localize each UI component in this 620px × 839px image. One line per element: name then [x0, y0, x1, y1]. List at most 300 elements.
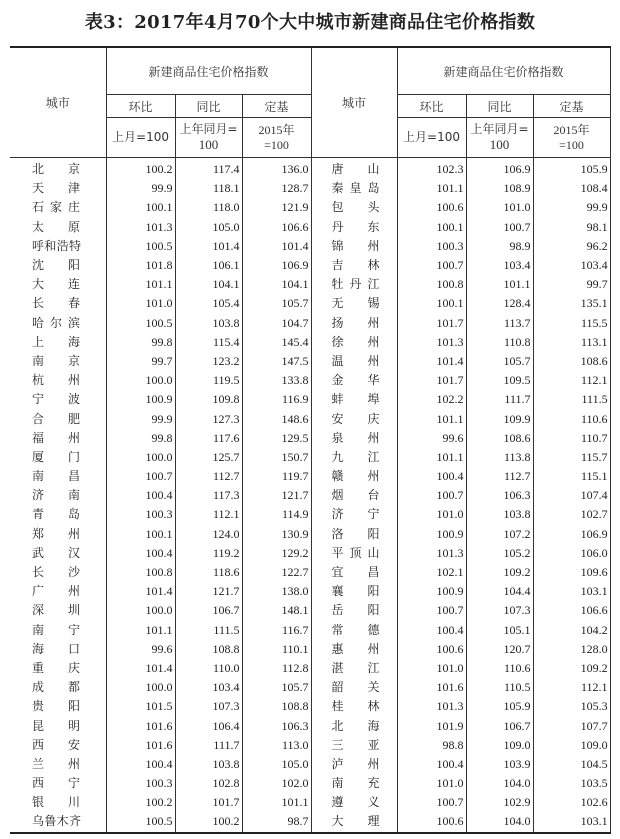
city-name: 南宁	[32, 622, 80, 637]
table-row	[10, 158, 610, 180]
table-row	[10, 601, 610, 620]
table-row	[10, 736, 610, 755]
right-city-cell	[311, 755, 397, 774]
right-base-value: 103.4	[533, 256, 610, 275]
right-city-cell	[311, 486, 397, 505]
city-name: 宜昌	[331, 565, 380, 580]
right-yoy-value: 128.4	[466, 294, 533, 313]
city-name: 平顶山	[331, 545, 380, 560]
mom-unit	[106, 118, 175, 158]
left-mom-value: 100.2	[106, 158, 175, 180]
left-city-cell	[10, 179, 106, 198]
left-mom-value: 100.3	[106, 505, 175, 524]
left-yoy-value: 107.3	[175, 697, 242, 716]
left-yoy-value: 125.7	[175, 448, 242, 467]
right-yoy-value: 109.9	[466, 409, 533, 428]
table-row	[10, 774, 610, 793]
city-name: 银川	[32, 795, 80, 810]
left-mom-value: 99.9	[106, 179, 175, 198]
table-row	[10, 352, 610, 371]
left-base-value: 108.8	[242, 697, 311, 716]
yoy-unit-line1-2: 上年同月=	[470, 122, 529, 136]
right-city-cell	[311, 505, 397, 524]
left-mom-value: 99.6	[106, 640, 175, 659]
left-base-value: 121.9	[242, 198, 311, 217]
right-city-cell	[311, 314, 397, 333]
left-city-cell	[10, 429, 106, 448]
index-group-header-2: 新建商品住宅价格指数	[397, 47, 610, 95]
right-base-value: 103.1	[533, 582, 610, 601]
right-yoy-value: 106.3	[466, 486, 533, 505]
left-mom-value: 100.1	[106, 198, 175, 217]
city-name: 吉林	[331, 258, 380, 273]
right-city-cell	[311, 218, 397, 237]
right-mom-value: 100.9	[397, 582, 466, 601]
left-city-cell	[10, 621, 106, 640]
right-mom-value: 101.3	[397, 544, 466, 563]
left-base-value: 98.7	[242, 812, 311, 832]
city-name: 烟台	[331, 488, 380, 503]
right-base-value: 112.1	[533, 371, 610, 390]
city-name: 天津	[32, 181, 80, 196]
right-mom-value: 100.6	[397, 812, 466, 832]
left-yoy-value: 117.3	[175, 486, 242, 505]
right-city-cell	[311, 544, 397, 563]
right-city-cell	[311, 256, 397, 275]
city-name: 桂林	[331, 699, 380, 714]
city-name: 深圳	[32, 603, 80, 618]
right-yoy-value: 98.9	[466, 237, 533, 256]
city-name: 济宁	[331, 507, 380, 522]
left-city-cell	[10, 371, 106, 390]
base-unit-2	[533, 118, 610, 158]
right-base-value: 111.5	[533, 390, 610, 409]
city-name: 杭州	[32, 373, 80, 388]
left-yoy-value: 103.8	[175, 314, 242, 333]
city-name: 呼和浩特	[32, 238, 80, 253]
left-base-value: 150.7	[242, 448, 311, 467]
right-yoy-value: 104.0	[466, 812, 533, 832]
left-base-value: 101.1	[242, 793, 311, 812]
left-yoy-value: 124.0	[175, 525, 242, 544]
right-base-value: 102.6	[533, 793, 610, 812]
left-base-value: 110.1	[242, 640, 311, 659]
right-mom-value: 102.3	[397, 158, 466, 180]
right-base-value: 109.0	[533, 736, 610, 755]
left-base-value: 133.8	[242, 371, 311, 390]
right-mom-value: 102.2	[397, 390, 466, 409]
right-base-value: 115.5	[533, 314, 610, 333]
city-name: 郑州	[32, 526, 80, 541]
left-base-value: 148.6	[242, 409, 311, 428]
city-name: 唐山	[331, 162, 380, 177]
city-name: 赣州	[331, 469, 380, 484]
right-city-cell	[311, 793, 397, 812]
left-yoy-value: 118.1	[175, 179, 242, 198]
right-mom-value: 100.7	[397, 486, 466, 505]
right-mom-value: 101.0	[397, 505, 466, 524]
city-name: 贵阳	[32, 699, 80, 714]
table-row	[10, 659, 610, 678]
left-base-value: 101.4	[242, 237, 311, 256]
left-base-value: 105.7	[242, 678, 311, 697]
left-city-cell	[10, 774, 106, 793]
right-mom-value: 99.6	[397, 429, 466, 448]
left-mom-value: 99.8	[106, 333, 175, 352]
right-mom-value: 100.7	[397, 256, 466, 275]
right-base-value: 96.2	[533, 237, 610, 256]
right-base-value: 110.7	[533, 429, 610, 448]
yoy-unit-line2-2: 100	[489, 137, 510, 152]
left-base-value: 104.7	[242, 314, 311, 333]
left-yoy-value: 119.5	[175, 371, 242, 390]
right-yoy-value: 111.7	[466, 390, 533, 409]
right-mom-value: 100.7	[397, 601, 466, 620]
right-mom-value: 100.1	[397, 294, 466, 313]
left-city-cell	[10, 659, 106, 678]
left-yoy-value: 115.4	[175, 333, 242, 352]
right-base-value: 109.2	[533, 659, 610, 678]
left-yoy-value: 103.8	[175, 755, 242, 774]
table-title: 表3：2017年4月70个大中城市新建商品住宅价格指数	[84, 12, 536, 33]
left-mom-value: 100.0	[106, 678, 175, 697]
right-base-value: 112.1	[533, 678, 610, 697]
right-mom-value: 100.7	[397, 793, 466, 812]
city-name: 宁波	[32, 392, 80, 407]
right-city-cell	[311, 812, 397, 832]
left-mom-value: 100.5	[106, 812, 175, 832]
left-city-cell	[10, 467, 106, 486]
left-yoy-value: 101.7	[175, 793, 242, 812]
right-city-cell	[311, 198, 397, 217]
right-city-cell	[311, 774, 397, 793]
right-yoy-value: 120.7	[466, 640, 533, 659]
yoy-unit-line2: 100	[198, 137, 219, 152]
left-yoy-value: 109.8	[175, 390, 242, 409]
table-row	[10, 409, 610, 428]
table-row	[10, 333, 610, 352]
left-yoy-value: 101.4	[175, 237, 242, 256]
left-mom-value: 100.4	[106, 486, 175, 505]
right-base-value: 135.1	[533, 294, 610, 313]
left-base-value: 112.8	[242, 659, 311, 678]
right-base-value: 103.5	[533, 774, 610, 793]
right-mom-value: 101.3	[397, 697, 466, 716]
right-yoy-value: 103.9	[466, 755, 533, 774]
left-city-cell	[10, 793, 106, 812]
right-base-value: 115.1	[533, 467, 610, 486]
right-mom-value: 101.6	[397, 678, 466, 697]
left-mom-value: 101.3	[106, 218, 175, 237]
left-city-cell	[10, 525, 106, 544]
table-row	[10, 179, 610, 198]
left-base-value: 136.0	[242, 158, 311, 180]
city-header-2: 城市	[311, 47, 397, 158]
left-mom-value: 100.5	[106, 314, 175, 333]
left-mom-value: 100.0	[106, 371, 175, 390]
city-name: 岳阳	[331, 603, 380, 618]
right-yoy-value: 101.0	[466, 198, 533, 217]
left-mom-value: 100.4	[106, 755, 175, 774]
right-base-value: 103.1	[533, 812, 610, 832]
right-mom-value: 101.1	[397, 409, 466, 428]
right-city-cell	[311, 736, 397, 755]
right-base-value: 106.6	[533, 601, 610, 620]
left-mom-value: 100.2	[106, 793, 175, 812]
left-mom-value: 100.8	[106, 563, 175, 582]
left-city-cell	[10, 352, 106, 371]
right-mom-value: 101.1	[397, 179, 466, 198]
right-mom-value: 101.4	[397, 352, 466, 371]
right-city-cell	[311, 582, 397, 601]
right-city-cell	[311, 716, 397, 735]
left-base-value: 147.5	[242, 352, 311, 371]
city-name: 厦门	[32, 449, 80, 464]
base-unit	[242, 118, 311, 158]
left-base-value: 129.5	[242, 429, 311, 448]
yoy-unit	[175, 118, 242, 158]
right-mom-value: 98.8	[397, 736, 466, 755]
base-unit-line2-2: =100	[559, 137, 584, 152]
right-city-cell	[311, 525, 397, 544]
right-base-value: 128.0	[533, 640, 610, 659]
left-mom-value: 100.0	[106, 448, 175, 467]
city-name: 大连	[32, 277, 80, 292]
base-unit-line2: =100	[264, 137, 289, 152]
city-name: 合肥	[32, 411, 80, 426]
city-name: 安庆	[331, 411, 380, 426]
left-yoy-value: 119.2	[175, 544, 242, 563]
table-row	[10, 294, 610, 313]
base-unit-line1: 2015年	[258, 122, 295, 137]
left-mom-value: 101.0	[106, 294, 175, 313]
city-name: 沈阳	[32, 258, 80, 273]
left-mom-value: 101.1	[106, 621, 175, 640]
city-name: 兰州	[32, 756, 80, 771]
right-yoy-value: 109.5	[466, 371, 533, 390]
city-name: 南充	[331, 776, 380, 791]
right-mom-value: 100.1	[397, 218, 466, 237]
table-row	[10, 256, 610, 275]
yoy-unit-2	[466, 118, 533, 158]
city-name: 遵义	[331, 795, 380, 810]
right-city-cell	[311, 294, 397, 313]
city-name: 惠州	[331, 641, 380, 656]
left-yoy-value: 117.4	[175, 158, 242, 180]
table-row	[10, 275, 610, 294]
left-mom-value: 99.7	[106, 352, 175, 371]
left-mom-value: 101.1	[106, 275, 175, 294]
right-city-cell	[311, 158, 397, 180]
city-name: 福州	[32, 430, 80, 445]
city-name: 长沙	[32, 565, 80, 580]
left-yoy-value: 102.8	[175, 774, 242, 793]
right-base-value: 108.4	[533, 179, 610, 198]
left-yoy-value: 100.2	[175, 812, 242, 832]
right-mom-value: 102.1	[397, 563, 466, 582]
left-city-cell	[10, 755, 106, 774]
left-mom-value: 101.4	[106, 582, 175, 601]
table-row	[10, 563, 610, 582]
left-city-cell	[10, 812, 106, 832]
right-yoy-value: 104.0	[466, 774, 533, 793]
left-city-cell	[10, 390, 106, 409]
right-yoy-value: 102.9	[466, 793, 533, 812]
right-mom-value: 100.6	[397, 640, 466, 659]
left-city-cell	[10, 198, 106, 217]
right-yoy-value: 113.7	[466, 314, 533, 333]
table-row	[10, 390, 610, 409]
left-yoy-value: 104.1	[175, 275, 242, 294]
mom-unit-text-2: 上月=100	[403, 130, 461, 144]
right-yoy-value: 106.9	[466, 158, 533, 180]
left-yoy-value: 111.5	[175, 621, 242, 640]
left-city-cell	[10, 544, 106, 563]
left-base-value: 104.1	[242, 275, 311, 294]
table-row	[10, 371, 610, 390]
city-name: 乌鲁木齐	[32, 814, 80, 829]
right-yoy-value: 110.6	[466, 659, 533, 678]
left-city-cell	[10, 448, 106, 467]
left-mom-value: 100.9	[106, 390, 175, 409]
table-row	[10, 525, 610, 544]
right-city-cell	[311, 390, 397, 409]
left-base-value: 116.7	[242, 621, 311, 640]
table-row	[10, 505, 610, 524]
right-base-value: 106.0	[533, 544, 610, 563]
city-name: 湛江	[331, 660, 380, 675]
city-name: 西宁	[32, 776, 80, 791]
table-row	[10, 486, 610, 505]
left-yoy-value: 103.4	[175, 678, 242, 697]
right-yoy-value: 108.6	[466, 429, 533, 448]
left-base-value: 121.7	[242, 486, 311, 505]
left-yoy-value: 105.4	[175, 294, 242, 313]
right-base-value: 115.7	[533, 448, 610, 467]
left-yoy-value: 121.7	[175, 582, 242, 601]
city-name: 西安	[32, 737, 80, 752]
right-yoy-value: 110.8	[466, 333, 533, 352]
city-name: 牡丹江	[331, 277, 380, 292]
city-name: 大理	[331, 814, 380, 829]
city-name: 包头	[331, 200, 380, 215]
city-name: 北京	[32, 162, 80, 177]
left-base-value: 105.0	[242, 755, 311, 774]
right-city-cell	[311, 640, 397, 659]
right-mom-value: 100.6	[397, 198, 466, 217]
table-row	[10, 237, 610, 256]
right-yoy-value: 113.8	[466, 448, 533, 467]
right-city-cell	[311, 179, 397, 198]
right-base-value: 107.7	[533, 716, 610, 735]
table-row	[10, 429, 610, 448]
left-yoy-value: 118.0	[175, 198, 242, 217]
left-base-value: 119.7	[242, 467, 311, 486]
right-base-value: 105.9	[533, 158, 610, 180]
city-name: 温州	[331, 353, 380, 368]
left-city-cell	[10, 275, 106, 294]
left-yoy-value: 123.2	[175, 352, 242, 371]
left-base-value: 113.0	[242, 736, 311, 755]
left-base-value: 106.6	[242, 218, 311, 237]
city-name: 上海	[32, 334, 80, 349]
left-yoy-value: 108.8	[175, 640, 242, 659]
city-name: 重庆	[32, 660, 80, 675]
left-city-cell	[10, 333, 106, 352]
city-name: 三亚	[331, 737, 380, 752]
city-name: 常德	[331, 622, 380, 637]
right-mom-value: 100.8	[397, 275, 466, 294]
table-row	[10, 793, 610, 812]
city-name: 北海	[331, 718, 380, 733]
left-base-value: 102.0	[242, 774, 311, 793]
left-mom-value: 100.1	[106, 525, 175, 544]
table-row	[10, 198, 610, 217]
table-row	[10, 314, 610, 333]
city-name: 哈尔滨	[32, 315, 80, 330]
right-yoy-value: 109.0	[466, 736, 533, 755]
left-base-value: 148.1	[242, 601, 311, 620]
right-yoy-value: 101.1	[466, 275, 533, 294]
right-city-cell	[311, 333, 397, 352]
right-base-value: 108.6	[533, 352, 610, 371]
left-city-cell	[10, 158, 106, 180]
left-city-cell	[10, 640, 106, 659]
right-mom-value: 100.3	[397, 237, 466, 256]
left-yoy-value: 111.7	[175, 736, 242, 755]
right-yoy-value: 107.2	[466, 525, 533, 544]
city-name: 洛阳	[331, 526, 380, 541]
left-city-cell	[10, 314, 106, 333]
right-base-value: 106.9	[533, 525, 610, 544]
city-name: 太原	[32, 219, 80, 234]
right-base-value: 99.7	[533, 275, 610, 294]
left-base-value: 114.9	[242, 505, 311, 524]
right-yoy-value: 112.7	[466, 467, 533, 486]
right-base-value: 104.2	[533, 621, 610, 640]
left-base-value: 106.9	[242, 256, 311, 275]
right-yoy-value: 103.4	[466, 256, 533, 275]
left-city-cell	[10, 697, 106, 716]
left-yoy-value: 127.3	[175, 409, 242, 428]
right-base-value: 113.1	[533, 333, 610, 352]
right-city-cell	[311, 659, 397, 678]
left-yoy-value: 112.1	[175, 505, 242, 524]
right-mom-value: 101.7	[397, 314, 466, 333]
left-yoy-value: 105.0	[175, 218, 242, 237]
table-row	[10, 678, 610, 697]
table-row	[10, 716, 610, 735]
left-city-cell	[10, 256, 106, 275]
left-base-value: 116.9	[242, 390, 311, 409]
table-row	[10, 755, 610, 774]
right-mom-value: 100.9	[397, 525, 466, 544]
right-mom-value: 101.9	[397, 716, 466, 735]
right-mom-value: 100.4	[397, 755, 466, 774]
city-name: 襄阳	[331, 584, 380, 599]
right-city-cell	[311, 352, 397, 371]
left-mom-value: 99.9	[106, 409, 175, 428]
right-city-cell	[311, 621, 397, 640]
table-row	[10, 697, 610, 716]
left-city-cell	[10, 505, 106, 524]
left-mom-value: 99.8	[106, 429, 175, 448]
table-body	[10, 158, 610, 833]
city-header: 城市	[10, 47, 106, 158]
left-base-value: 138.0	[242, 582, 311, 601]
right-base-value: 107.4	[533, 486, 610, 505]
right-base-value: 105.3	[533, 697, 610, 716]
